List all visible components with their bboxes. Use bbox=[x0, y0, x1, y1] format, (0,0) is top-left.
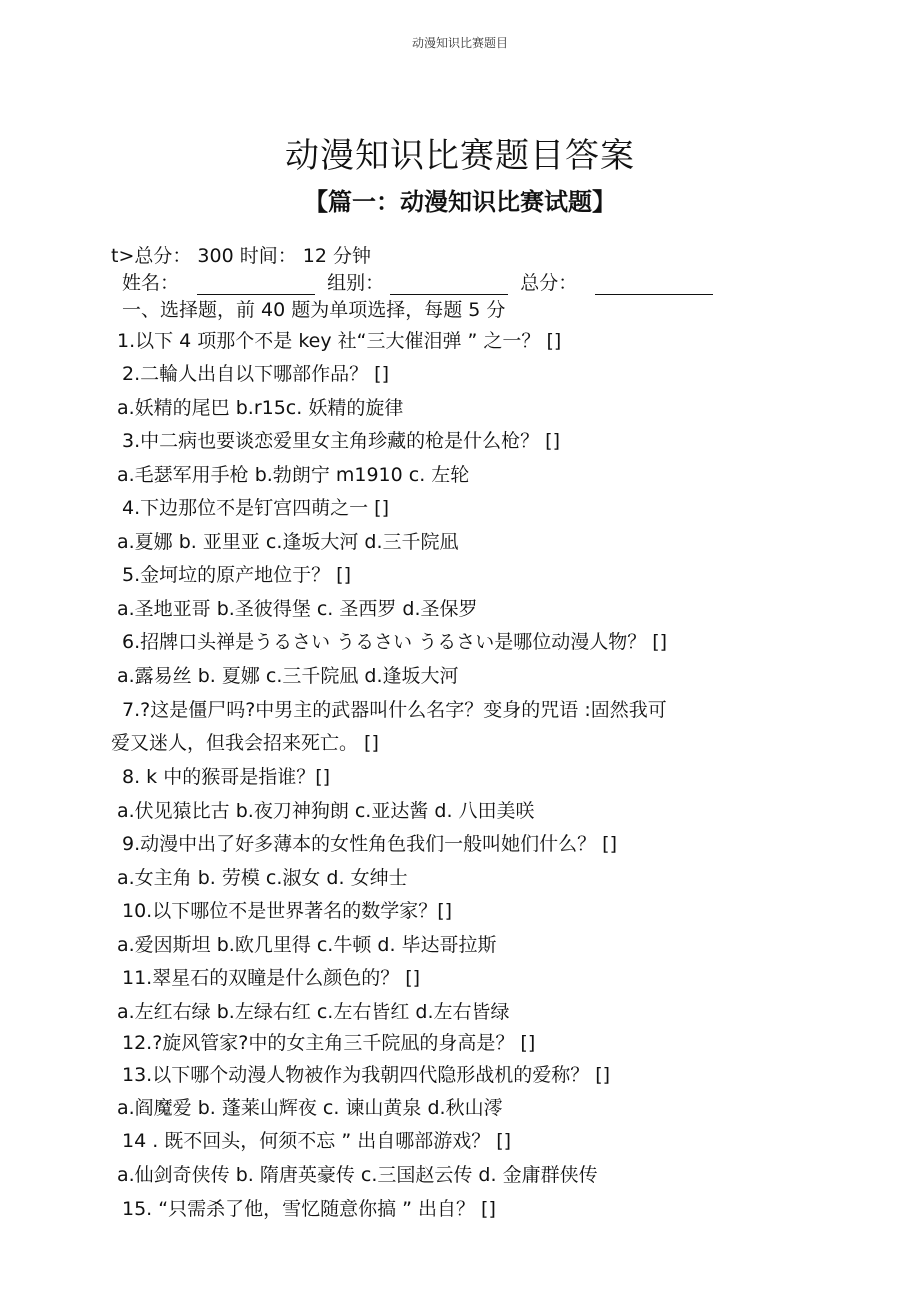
section-heading: 一、选择题，前 40 题为单项选择，每题 5 分 bbox=[122, 299, 506, 321]
question-line: 15. “只需杀了他，雪忆随意你搞 ” 出自？ [] bbox=[122, 1198, 496, 1220]
question-line: 7.?这是僵尸吗?中男主的武器叫什么名字？变身的咒语 :固然我可 bbox=[122, 699, 667, 721]
answer-line: a.左红右绿 b.左绿右红 c.左右皆红 d.左右皆绿 bbox=[117, 1001, 510, 1023]
group-blank bbox=[390, 276, 508, 295]
answer-line: a.毛瑟军用手枪 b.勃朗宁 m1910 c. 左轮 bbox=[117, 464, 470, 486]
group-label: 组别： bbox=[327, 272, 385, 294]
info-fields-line bbox=[122, 271, 713, 295]
question-line: 11.翠星石的双瞳是什么颜色的？ [] bbox=[122, 967, 421, 989]
question-line: 13.以下哪个动漫人物被作为我朝四代隐形战机的爱称？ [] bbox=[122, 1064, 611, 1086]
answer-line: a.夏娜 b. 亚里亚 c.逢坂大河 d.三千院凪 bbox=[117, 531, 459, 553]
question-line: 5.金坷垃的原产地位于？ [] bbox=[122, 564, 351, 586]
answer-line: a.伏见猿比古 b.夜刀神狗朗 c.亚达酱 d. 八田美咲 bbox=[117, 800, 535, 822]
answer-line: a.圣地亚哥 b.圣彼得堡 c. 圣西罗 d.圣保罗 bbox=[117, 598, 478, 620]
name-label: 姓名： bbox=[122, 272, 180, 294]
question-line: 14 . 既不回头，何须不忘 ” 出自哪部游戏？ [] bbox=[122, 1130, 512, 1152]
answer-line: a.露易丝 b. 夏娜 c.三千院凪 d.逢坂大河 bbox=[117, 665, 459, 687]
question-line: 1.以下 4 项那个不是 key 社“三大催泪弹 ” 之一？ [] bbox=[117, 330, 562, 352]
question-line: 6.招牌口头禅是うるさい うるさい うるさい是哪位动漫人物？ [] bbox=[122, 631, 668, 653]
answer-line: a.妖精的尾巴 b.r15c. 妖精的旋律 bbox=[117, 397, 404, 419]
answer-line: a.仙剑奇侠传 b. 隋唐英豪传 c.三国赵云传 d. 金庸群侠传 bbox=[117, 1164, 598, 1186]
question-line: 2.二輪人出自以下哪部作品？ [] bbox=[122, 363, 389, 385]
total-label: 总分： bbox=[520, 272, 578, 294]
name-blank bbox=[197, 276, 315, 295]
question-line: 9.动漫中出了好多薄本的女性角色我们一般叫她们什么？ [] bbox=[122, 833, 617, 855]
page-title: 动漫知识比赛题目答案 bbox=[285, 136, 635, 176]
question-line: 3.中二病也要谈恋爱里女主角珍藏的枪是什么枪？ [] bbox=[122, 430, 560, 452]
running-header: 动漫知识比赛题目 bbox=[411, 36, 508, 50]
score-time-line: t>总分： 300 时间： 12 分钟 bbox=[111, 245, 371, 267]
answer-line: a.爱因斯坦 b.欧几里得 c.牛顿 d. 毕达哥拉斯 bbox=[117, 934, 497, 956]
question-line: 4.下边那位不是钉宫四萌之一 [] bbox=[122, 497, 389, 519]
total-blank bbox=[595, 276, 713, 295]
answer-line: a.阎魔爱 b. 蓬莱山辉夜 c. 谏山黄泉 d.秋山澪 bbox=[117, 1097, 503, 1119]
question-line-continued: 爱又迷人，但我会招来死亡。 [] bbox=[111, 732, 379, 754]
question-line: 8. k 中的猴哥是指谁？[] bbox=[122, 766, 331, 788]
answer-line: a.女主角 b. 劳模 c.淑女 d. 女绅士 bbox=[117, 867, 408, 889]
page-subtitle: 【篇一：动漫知识比赛试题】 bbox=[304, 188, 616, 216]
question-line: 12.?旋风管家?中的女主角三千院凪的身高是？ [] bbox=[122, 1032, 536, 1054]
question-line: 10.以下哪位不是世界著名的数学家？[] bbox=[122, 900, 453, 922]
